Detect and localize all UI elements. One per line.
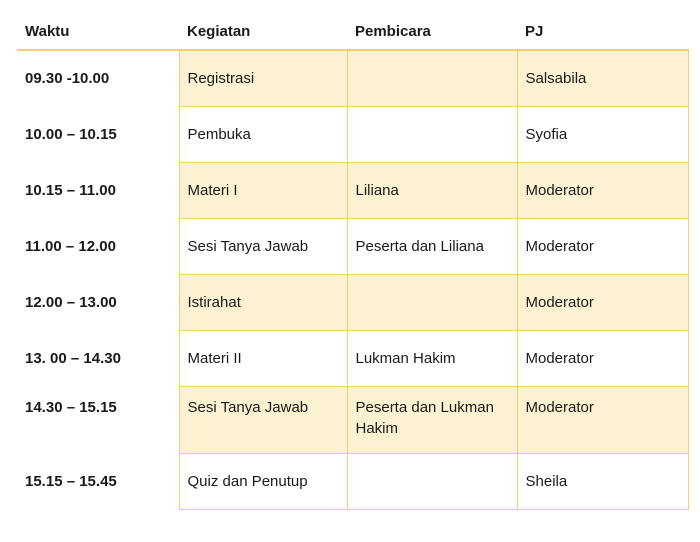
table-row (17, 275, 688, 331)
time-cell: 11.00 – 12.00 (17, 219, 179, 275)
speaker-cell: Peserta dan Liliana (347, 219, 517, 275)
header-waktu: Waktu (17, 14, 179, 50)
table-row (17, 50, 688, 107)
header-pj: PJ (517, 14, 688, 50)
speaker-cell (347, 50, 517, 107)
time-cell: 10.00 – 10.15 (17, 107, 179, 163)
activity-cell: Pembuka (179, 107, 347, 163)
time-cell: 14.30 – 15.15 (17, 387, 179, 454)
activity-cell: Istirahat (179, 275, 347, 331)
time-cell: 12.00 – 13.00 (17, 275, 179, 331)
time-cell: 09.30 -10.00 (17, 50, 179, 107)
time-cell: 10.15 – 11.00 (17, 163, 179, 219)
header-row (17, 14, 688, 50)
activity-cell: Materi I (179, 163, 347, 219)
pic-cell: Moderator (517, 275, 688, 331)
activity-cell: Materi II (179, 331, 347, 387)
time-cell: 15.15 – 15.45 (17, 454, 179, 510)
activity-cell: Quiz dan Penutup (179, 454, 347, 510)
schedule-table (17, 14, 689, 510)
speaker-cell: Liliana (347, 163, 517, 219)
speaker-cell (347, 275, 517, 331)
table-row (17, 107, 688, 163)
activity-cell: Sesi Tanya Jawab (179, 219, 347, 275)
speaker-cell: Lukman Hakim (347, 331, 517, 387)
table-row (17, 454, 688, 510)
pic-cell: Moderator (517, 219, 688, 275)
header-pembicara: Pembicara (347, 14, 517, 50)
table-row (17, 219, 688, 275)
pic-cell: Salsabila (517, 50, 688, 107)
activity-cell: Sesi Tanya Jawab (179, 387, 347, 454)
speaker-cell (347, 454, 517, 510)
pic-cell: Moderator (517, 331, 688, 387)
table-row (17, 331, 688, 387)
pic-cell: Syofia (517, 107, 688, 163)
pic-cell: Moderator (517, 163, 688, 219)
speaker-cell: Peserta dan Lukman Hakim (347, 387, 517, 454)
pic-cell: Sheila (517, 454, 688, 510)
header-kegiatan: Kegiatan (179, 14, 347, 50)
time-cell: 13. 00 – 14.30 (17, 331, 179, 387)
table-row (17, 163, 688, 219)
activity-cell: Registrasi (179, 50, 347, 107)
table-row (17, 387, 688, 454)
speaker-cell (347, 107, 517, 163)
pic-cell: Moderator (517, 387, 688, 454)
